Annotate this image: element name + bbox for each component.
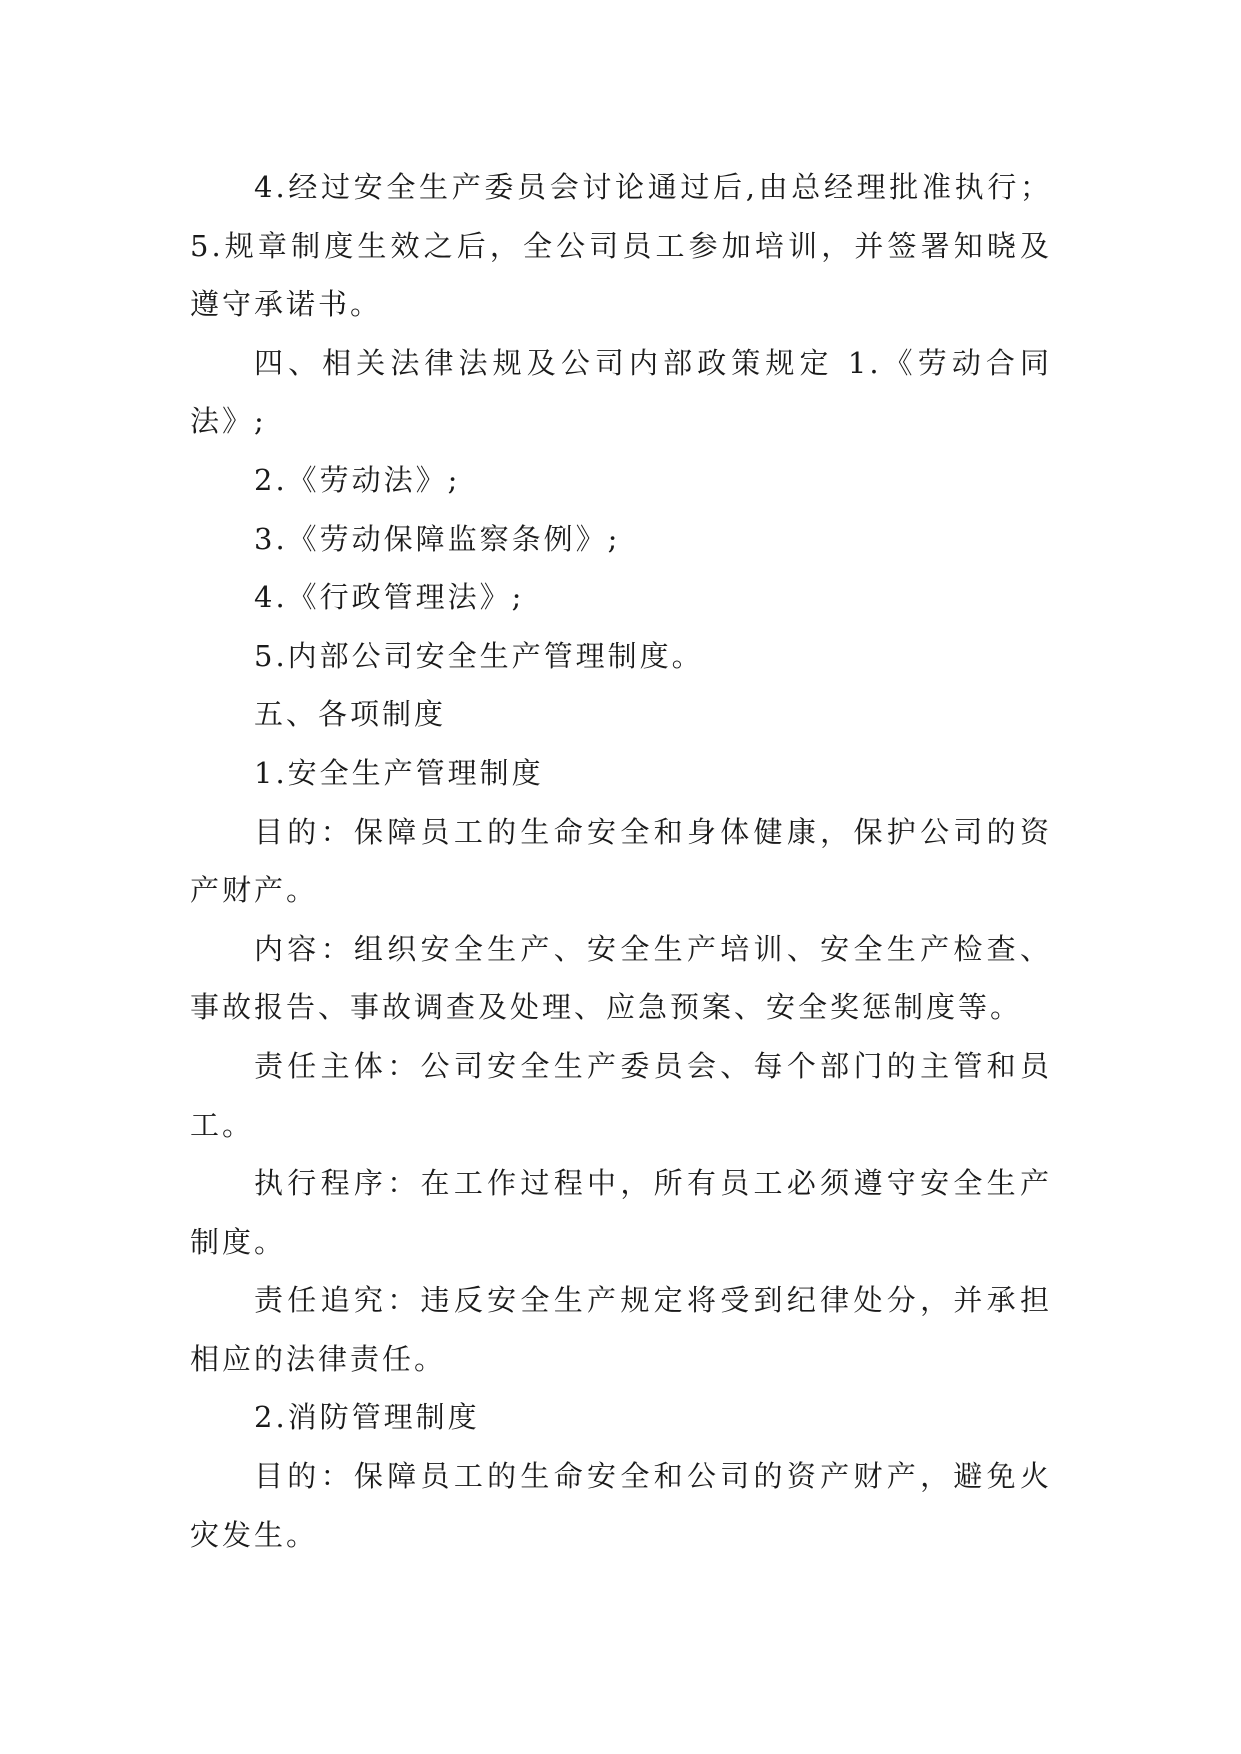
paragraph-approval-training: 4.经过安全生产委员会讨论通过后,由总经理批准执行；5.规章制度生效之后，全公司员工参加培训，并签署知晓及遵守承诺书。 [190,170,1052,322]
paragraph-law-item-2: 2.《劳动法》; [254,462,461,497]
paragraph-safety-procedure: 执行程序：在工作过程中，所有员工必须遵守安全生产制度。 [190,1166,1052,1259]
paragraph-law-item-4: 4.《行政管理法》; [254,580,525,615]
paragraph-fire-purpose: 目的：保障员工的生命安全和公司的资产财产，避免火灾发生。 [190,1459,1052,1552]
section-heading-systems: 五、各项制度 [254,697,447,732]
paragraph-safety-purpose: 目的：保障员工的生命安全和身体健康，保护公司的资产财产。 [190,814,1052,908]
subheading-safety-production: 1.安全生产管理制度 [254,755,544,790]
paragraph-safety-responsibility: 责任主体：公司安全生产委员会、每个部门的主管和员工。 [190,1048,1052,1142]
paragraph-safety-accountability: 责任追究：违反安全生产规定将受到纪律处分，并承担相应的法律责任。 [190,1283,1052,1376]
document-body [190,158,1052,1564]
paragraph-laws-heading: 四、相关法律法规及公司内部政策规定 1.《劳动合同法》; [190,345,1052,439]
paragraph-law-item-5: 5.内部公司安全生产管理制度。 [254,638,704,673]
subheading-fire-management: 2.消防管理制度 [254,1400,480,1435]
paragraph-law-item-3: 3.《劳动保障监察条例》; [254,521,621,556]
paragraph-safety-content: 内容：组织安全生产、安全生产培训、安全生产检查、事故报告、事故调查及处理、应急预案、安全奖惩制度等。 [190,931,1052,1025]
